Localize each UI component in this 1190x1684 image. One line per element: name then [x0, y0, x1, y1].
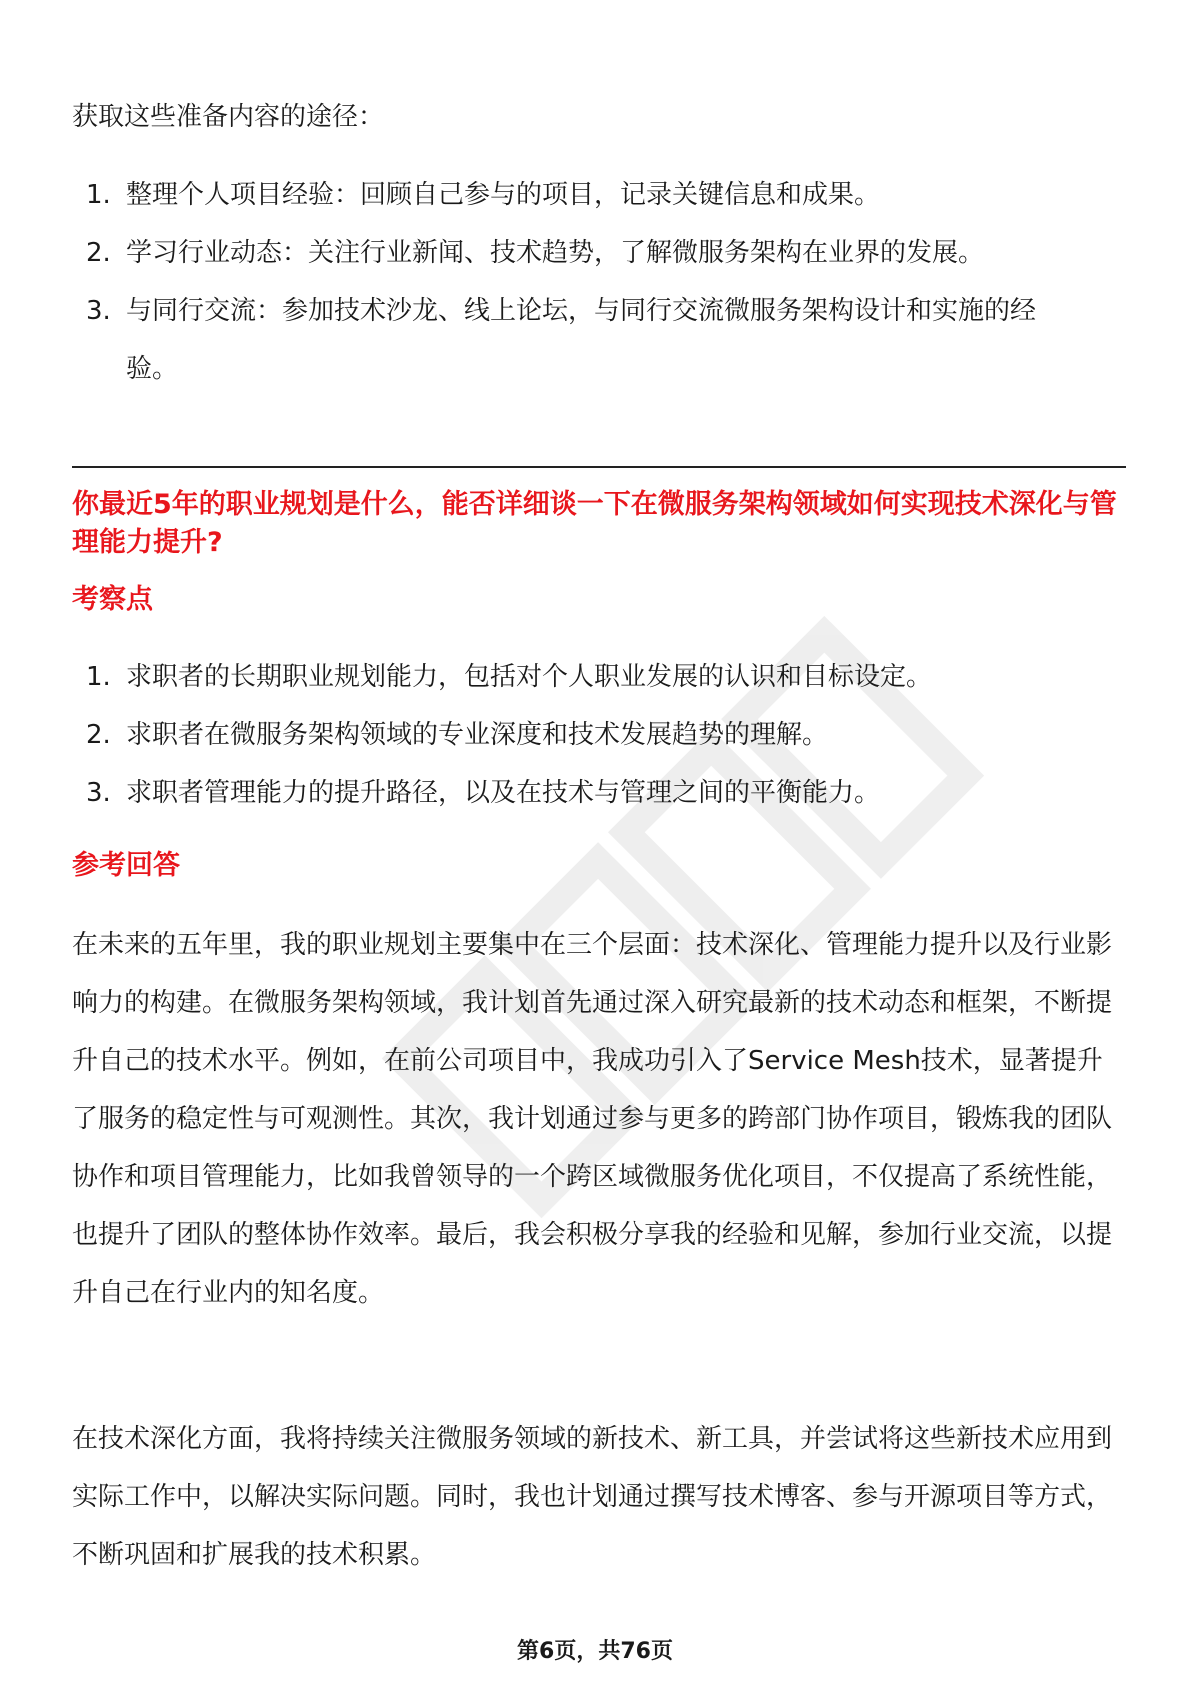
ways-list: [72, 166, 1122, 398]
question-title: 你最近5年的职业规划是什么，能否详细谈一下在微服务架构领域如何实现技术深化与管理能力提升?: [72, 489, 1117, 558]
page-number: 第6页，共76页: [517, 1639, 673, 1664]
focus-heading: 考察点: [72, 584, 153, 615]
section-divider: [72, 466, 1126, 468]
list-item: 2. 求职者在微服务架构领域的专业深度和技术发展趋势的理解。: [86, 720, 829, 750]
list-item: 1. 整理个人项目经验：回顾自己参与的项目，记录关键信息和成果。: [86, 180, 881, 210]
intro-text: 获取这些准备内容的途径：: [72, 102, 385, 132]
list-item: 1. 求职者的长期职业规划能力，包括对个人职业发展的认识和目标设定。: [86, 662, 933, 692]
list-item: 3. 与同行交流：参加技术沙龙、线上论坛，与同行交流微服务架构设计和实施的经验。: [86, 296, 1037, 384]
list-item: 3. 求职者管理能力的提升路径，以及在技术与管理之间的平衡能力。: [86, 778, 881, 808]
answer-paragraph: 在技术深化方面，我将持续关注微服务领域的新技术、新工具，并尝试将这些新技术应用到实际工作中，以解决实际问题。同时，我也计划通过撰写技术博客、参与开源项目等方式，不断巩固和扩展我的技术积累。: [72, 1424, 1113, 1570]
answer-paragraph: 在未来的五年里，我的职业规划主要集中在三个层面：技术深化、管理能力提升以及行业影响力的构建。在微服务架构领域，我计划首先通过深入研究最新的技术动态和框架，不断提升自己的技术水平。例如，在前公司项目中，我成功引入了Service Mesh技术，显著提升了服务的稳定性与可观测性。其次，我计划通过参与更多的跨部门协作项目，锻炼我的团队协作和项目管理能力，比如我曾领导的一个跨区域微服务优化项目，不仅提高了系统性能，也提升了团队的整体协作效率。最后，我会积极分享我的经验和见解，参加行业交流，以提升自己在行业内的知名度。: [72, 930, 1113, 1308]
answer-heading: 参考回答: [72, 850, 180, 881]
list-item: 2. 学习行业动态：关注行业新闻、技术趋势，了解微服务架构在业界的发展。: [86, 238, 985, 268]
focus-list: [72, 648, 1122, 822]
